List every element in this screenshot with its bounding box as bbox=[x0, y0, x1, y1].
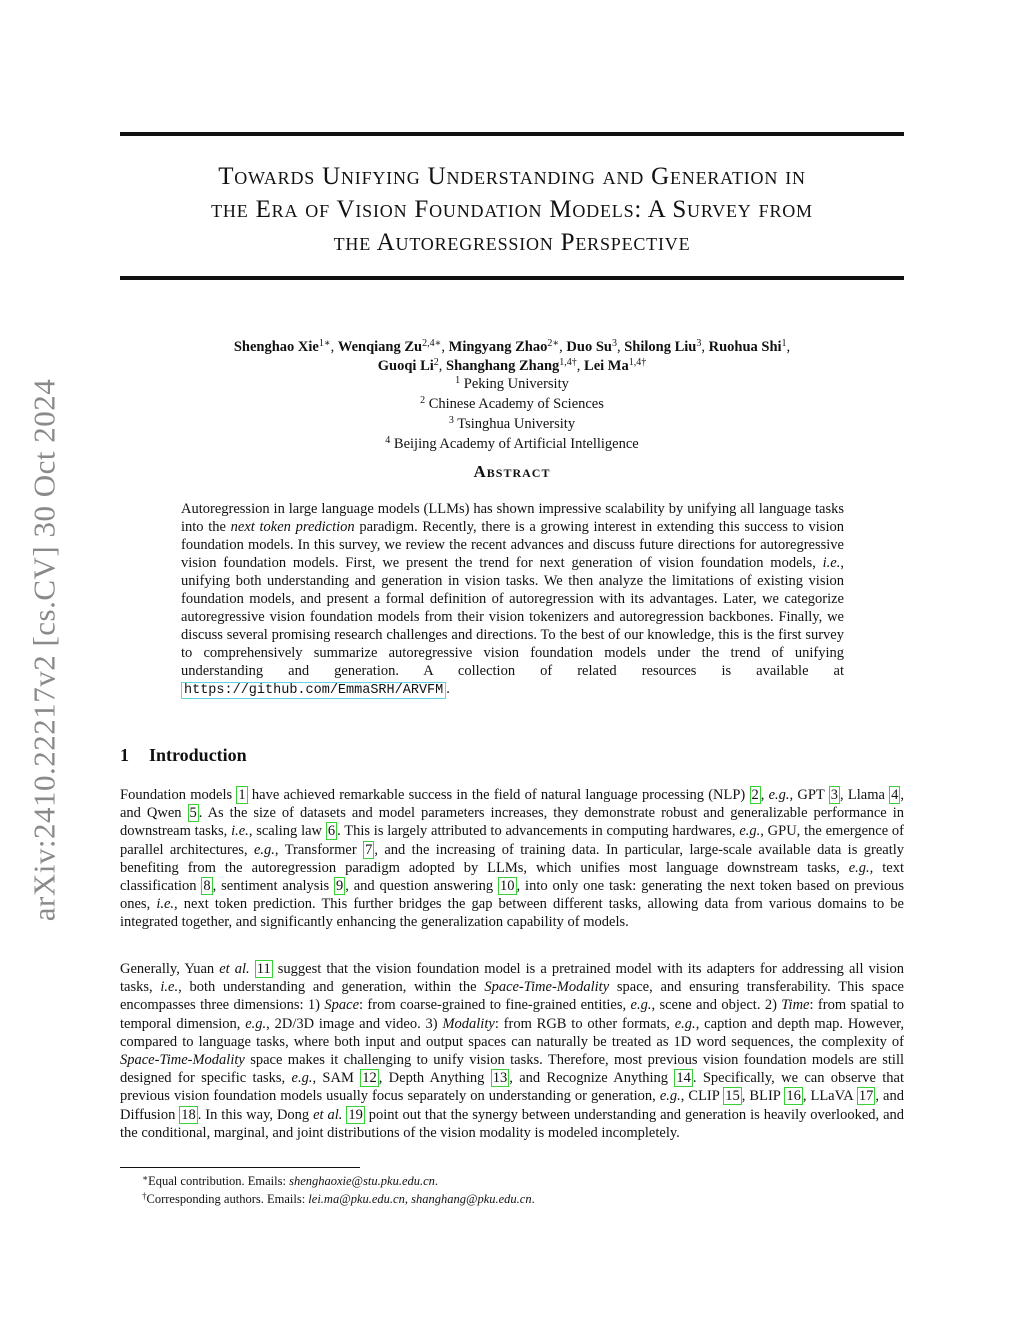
citation-link[interactable]: 5 bbox=[189, 805, 197, 822]
author-separator: , bbox=[786, 339, 791, 355]
author-line bbox=[120, 338, 904, 357]
title-line: the Era of Vision Foundation Models: A Survey from bbox=[211, 196, 813, 223]
author-name: Wenqiang Zu bbox=[337, 339, 423, 355]
section-title: Introduction bbox=[149, 745, 247, 765]
footnote-text: Corresponding authors. Emails: bbox=[146, 1192, 309, 1206]
footnote-email: shenghaoxie@stu.pku.edu.cn bbox=[289, 1174, 435, 1188]
italic-text: Modality bbox=[442, 1015, 495, 1032]
footnotes bbox=[142, 1172, 535, 1208]
author-separator: , bbox=[330, 339, 338, 355]
author-affiliation-marker: 1,4† bbox=[628, 357, 647, 368]
author-separator: , bbox=[616, 339, 625, 355]
citation-link[interactable]: 11 bbox=[256, 961, 271, 977]
citation-link[interactable]: 9 bbox=[336, 878, 344, 895]
section-heading bbox=[120, 745, 247, 766]
footnote-equal-contribution bbox=[142, 1172, 535, 1190]
author-affiliation-marker: 2,4∗ bbox=[422, 338, 442, 349]
footnote-corresponding bbox=[142, 1190, 535, 1208]
intro-paragraph-2: Generally, Yuan et al. 11 suggest that the vision foundation model is a pretrained model with its adapters for addressing all vision tasks, i.e., both understanding and generation, within the Space-Time-Modality space, and ensuring transferability. This space encompasses three dimensions: 1) Space: from coarse-grained to fine-grained entities, e.g., scene and object. 2) Time: from spatial to temporal dimension, e.g., 2D/3D image and video. 3) Modality: from RGB to other formats, e.g., caption and depth map. However, compared to language tasks, where both input and output spaces can naturally be treated as 1D word sequences, the complexity of Space-Time-Modality space makes it challenging to unify vision tasks. Therefore, most previous vision foundation models are still designed for specific tasks, e.g., SAM 12 , Depth Anything 13 , and Recognize Anything 14 . Specifically, we can observe that previous vision foundation models usually focus separately on understanding or generation, e.g., CLIP 15 , BLIP 16 , LLaVA 17 , and Diffusion 18 . In this way, Dong et al. 19 point out that the synergy between understanding and generation is heavily overlooked, and the conditional, marginal, and joint distributions of the vision modality is modeled incompletely. bbox=[120, 961, 905, 1141]
section-number: 1 bbox=[120, 745, 129, 765]
author-list bbox=[120, 338, 904, 376]
footnote-text: . bbox=[434, 1174, 439, 1188]
citation-link[interactable]: 16 bbox=[786, 1088, 801, 1105]
italic-text: e.g. bbox=[768, 787, 790, 803]
author-separator: , bbox=[559, 339, 567, 355]
author-separator: , bbox=[438, 358, 447, 374]
citation-link[interactable]: 18 bbox=[181, 1106, 196, 1123]
affiliation bbox=[120, 374, 904, 394]
author-separator: , bbox=[701, 339, 709, 355]
author-affiliation-marker: 3 bbox=[696, 338, 702, 349]
italic-text: i.e. bbox=[231, 823, 249, 840]
citation-link[interactable]: 1 bbox=[238, 787, 246, 803]
footnote-email: lei.ma@pku.edu.cn, shanghang@pku.edu.cn bbox=[308, 1192, 532, 1206]
italic-text: et al. bbox=[313, 1106, 343, 1123]
abstract-body bbox=[181, 500, 844, 700]
arxiv-sidebar bbox=[22, 350, 67, 950]
title-top-rule bbox=[120, 132, 904, 136]
citation-link[interactable]: 14 bbox=[676, 1070, 691, 1087]
author-affiliation-marker: 1∗ bbox=[318, 338, 331, 349]
paper-title bbox=[120, 160, 904, 259]
affiliation-list bbox=[120, 374, 904, 454]
citation-link[interactable]: 8 bbox=[203, 878, 211, 895]
italic-text: e.g. bbox=[739, 823, 761, 840]
author-name: Mingyang Zhao bbox=[448, 339, 548, 355]
citation-link[interactable]: 7 bbox=[365, 841, 373, 858]
citation-link[interactable]: 19 bbox=[348, 1106, 363, 1123]
italic-text: Space-Time-Modality bbox=[484, 979, 610, 996]
author-name: Ruohua Shi bbox=[708, 339, 782, 355]
citation-link[interactable]: 12 bbox=[362, 1070, 377, 1087]
affiliation-marker: 2 bbox=[420, 395, 426, 406]
italic-text: e.g. bbox=[848, 859, 870, 876]
footnote-text: Equal contribution. Emails: bbox=[148, 1174, 290, 1188]
italic-text: e.g. bbox=[291, 1070, 313, 1087]
citation-link[interactable]: 15 bbox=[725, 1088, 740, 1105]
author-name: Shenghao Xie bbox=[233, 339, 319, 355]
intro-paragraph-1: Foundation models 1 have achieved remarkable success in the field of natural language processing (NLP) 2 , e.g., GPT 3 , Llama 4 , and Qwen 5 . As the size of datasets and model parameters increases, they demonstrate robust and generalizable performance in downstream tasks, i.e., scaling law 6 . This is largely attributed to advancements in computing hardwares, e.g., GPU, the emergence of parallel architectures, e.g., Transformer 7 , and the increasing of training data. In particular, large-scale available data is greatly benefiting from the autoregression paradigm adopted by LLMs, which unifies most language downstream tasks, e.g., text classification 8 , sentiment analysis 9 , and question answering 10 , into only one task: generating the next token based on previous ones, i.e., next token prediction. This further bridges the gap between different tasks, allowing data from various domains to be integrated together, and significantly enhancing the generalization capability of models. bbox=[120, 787, 905, 931]
abstract-heading: Abstract bbox=[473, 462, 551, 481]
author-separator: , bbox=[441, 339, 449, 355]
affiliation bbox=[120, 434, 904, 454]
citation-link[interactable]: 2 bbox=[751, 787, 759, 803]
author-name: Lei Ma bbox=[584, 358, 629, 374]
affiliation-name: Beijing Academy of Artificial Intelligence bbox=[390, 436, 639, 452]
github-link[interactable]: https://github.com/EmmaSRH/ARVFM bbox=[181, 682, 446, 699]
italic-text: e.g. bbox=[659, 1088, 681, 1105]
title-line: the Autoregression Perspective bbox=[333, 229, 691, 256]
abstract-emphasis: next token prediction bbox=[230, 519, 355, 535]
arxiv-identifier: arXiv:2410.22217v2 [cs.CV] 30 Oct 2024 bbox=[26, 378, 62, 922]
title-bottom-rule bbox=[120, 276, 904, 280]
italic-text: e.g. bbox=[253, 841, 275, 858]
italic-text: et al. bbox=[219, 961, 250, 977]
affiliation-marker: 1 bbox=[455, 375, 461, 386]
italic-text: Time bbox=[781, 997, 810, 1014]
abstract-text: . bbox=[446, 681, 450, 697]
footnote-text: . bbox=[531, 1192, 535, 1206]
abstract-emphasis: i.e. bbox=[822, 555, 841, 571]
affiliation-marker: 4 bbox=[385, 435, 391, 446]
citation-link[interactable]: 6 bbox=[327, 823, 336, 840]
author-affiliation-marker: 2 bbox=[433, 357, 439, 368]
affiliation-name: Tsinghua University bbox=[453, 416, 576, 432]
affiliation-name: Chinese Academy of Sciences bbox=[425, 396, 604, 412]
italic-text: Space bbox=[324, 997, 360, 1014]
citation-link[interactable]: 13 bbox=[492, 1070, 508, 1087]
author-affiliation-marker: 1 bbox=[781, 338, 787, 349]
affiliation bbox=[120, 394, 904, 414]
citation-link[interactable]: 3 bbox=[830, 787, 839, 803]
italic-text: e.g. bbox=[674, 1015, 696, 1032]
italic-text: i.e. bbox=[160, 979, 179, 996]
italic-text: Space-Time-Modality bbox=[120, 1052, 245, 1069]
affiliation-name: Peking University bbox=[460, 376, 569, 392]
author-affiliation-marker: 3 bbox=[611, 338, 617, 349]
abstract-text: Autoregression in large language models (LLMs) has shown impressive scalability by unifying all language tasks into the bbox=[181, 501, 844, 535]
author-separator: , bbox=[576, 358, 585, 374]
affiliation bbox=[120, 414, 904, 434]
author-name: Shanghang Zhang bbox=[446, 358, 560, 374]
affiliation-marker: 3 bbox=[448, 415, 454, 426]
footnote-symbol: † bbox=[142, 1191, 147, 1201]
author-affiliation-marker: 2∗ bbox=[547, 338, 560, 349]
abstract-text: paradigm. Recently, there is a growing interest in extending this success to vision foundation models. In this survey, we review the recent advances and discuss future directions for autoregressive vision foundation models. First, we present the trend for next generation of vision foundation models, bbox=[181, 519, 844, 571]
footnote-symbol: ∗ bbox=[142, 1173, 149, 1183]
italic-text: e.g. bbox=[630, 997, 652, 1014]
citation-link[interactable]: 10 bbox=[500, 878, 515, 895]
title-line: Towards Unifying Understanding and Generation in bbox=[218, 163, 806, 190]
author-affiliation-marker: 1,4† bbox=[559, 357, 577, 368]
author-name: Guoqi Li bbox=[377, 358, 434, 374]
citation-link[interactable]: 17 bbox=[858, 1088, 874, 1105]
abstract-text: , unifying both understanding and generation in vision tasks. We then analyze the limitations of existing vision foundation models, and present a formal definition of autoregression with its advantages. Later, we categorize autoregressive vision foundation models from their vision tokenizers and autoregression backbones. Finally, we discuss several promising research challenges and directions. To the best of our knowledge, this is the first survey to comprehensively summarize autoregressive vision foundation models under the trend of unifying understanding and generation. A collection of related resources is available at bbox=[181, 555, 844, 679]
italic-text: e.g. bbox=[245, 1015, 267, 1032]
author-name: Duo Su bbox=[566, 339, 612, 355]
footnote-rule bbox=[120, 1167, 360, 1168]
italic-text: i.e. bbox=[156, 896, 175, 913]
citation-link[interactable]: 4 bbox=[891, 787, 899, 803]
author-name: Shilong Liu bbox=[624, 339, 697, 355]
